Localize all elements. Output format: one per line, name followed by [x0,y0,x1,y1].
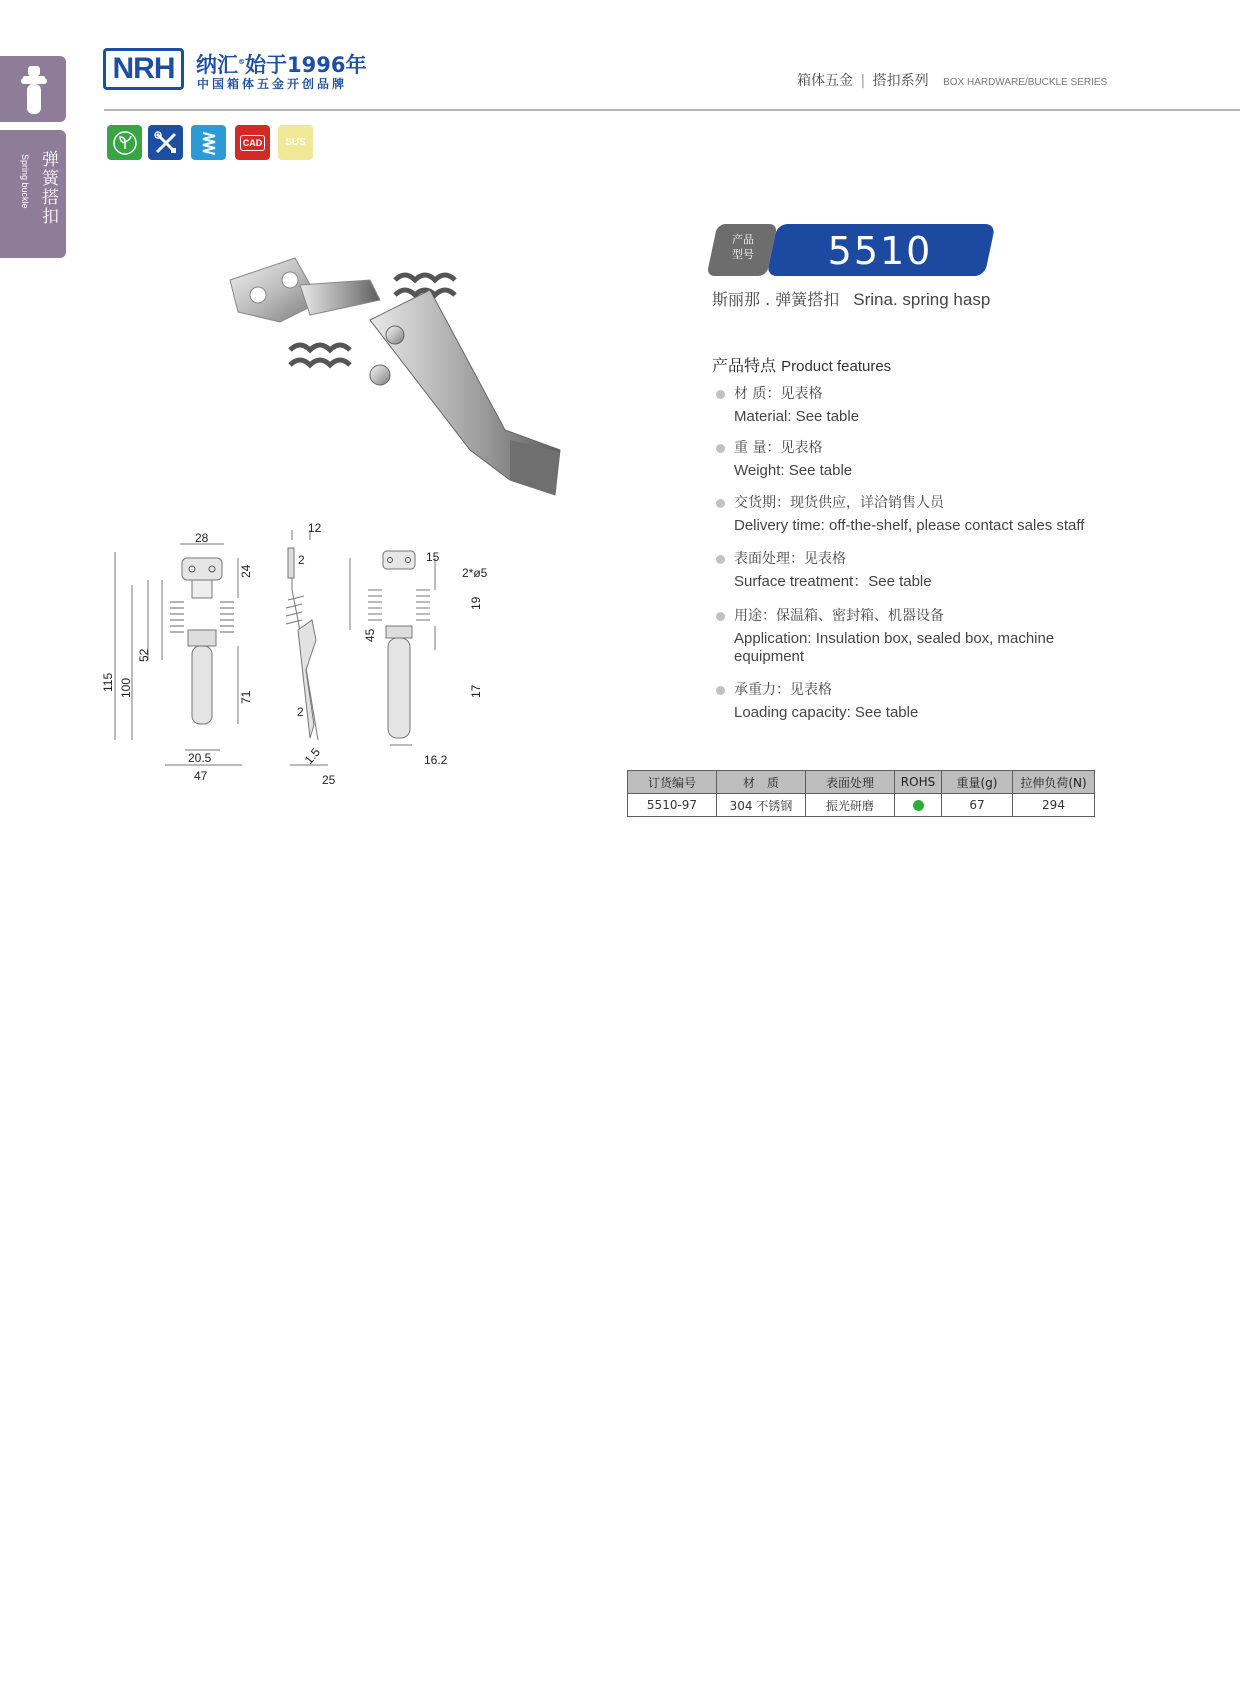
header-category-en: BOX HARDWARE/BUCKLE SERIES [943,77,1108,88]
col-header: 材 质 [717,771,806,794]
header-category-1: 箱体五金 [797,73,853,89]
dim-label: 20.5 [188,751,212,765]
header-separator: | [860,73,866,89]
side-tab-category[interactable] [0,130,66,258]
side-tab-label-cn: 弹簧搭扣 [38,150,58,226]
brand-logo: NRH [103,48,184,90]
dim-label: 1.5 [301,745,324,767]
brand-name: 纳汇 [196,53,238,77]
col-header: ROHS [895,771,942,794]
feature-item: 重 量：见表格 Weight: See table [716,438,1096,480]
col-header: 订货编号 [628,771,717,794]
dim-label: 100 [119,677,133,698]
eco-icon [107,125,142,160]
brand-subtitle: 中国箱体五金开创品牌 [197,77,348,91]
col-header: 拉伸负荷(N) [1013,771,1095,794]
side-tab-product-icon[interactable] [0,56,66,122]
cell-rohs [895,794,942,817]
side-tab-label-en: Spring buckle [20,154,30,209]
dim-label: 16.2 [424,753,448,767]
dim-label: 19 [469,596,483,610]
cell-load: 294 [1013,794,1095,817]
cell-surface: 振光研磨 [806,794,895,817]
rohs-compliant-icon [913,800,924,811]
model-number: 5510 [827,229,933,273]
cell-code: 5510-97 [628,794,717,817]
technical-drawing [100,521,520,800]
dim-label: 2 [297,705,304,719]
dim-label: 45 [363,628,377,642]
dim-label: 28 [195,531,209,545]
product-name-cn: 斯丽那 . 弹簧搭扣 [712,290,840,309]
brand-slogan: 始于1996年 [245,53,367,77]
spring-icon [191,125,226,160]
dim-label: 17 [469,684,483,698]
feature-item: 表面处理：见表格 Surface treatment：See table [716,549,1096,591]
col-header: 表面处理 [806,771,895,794]
dim-label: 12 [308,521,322,535]
sus-icon: SUS [278,125,313,160]
product-photo [220,240,620,530]
feature-item: 材 质：见表格 Material: See table [716,384,1096,426]
dim-label: 2 [298,553,305,567]
buckle-icon [0,56,66,122]
dim-label: 25 [322,773,336,787]
brand-title: 纳汇®始于1996年 [196,53,367,77]
dim-label: 47 [194,769,208,783]
dim-label: 52 [137,648,151,662]
spec-table-header [628,771,1095,794]
feature-item: 交货期：现货供应，详洽销售人员 Delivery time: off-the-shelf, please contact sales staff [716,493,1096,535]
model-badge-label: 产品 型号 [732,233,754,261]
cad-icon: CAD [235,125,270,160]
product-name-en: Srina. spring hasp [853,290,991,309]
features-title: 产品特点 Product features [712,356,892,375]
spec-table [627,770,1095,817]
header-category-2: 搭扣系列 [872,73,929,89]
col-header: 重量(g) [942,771,1013,794]
dim-label: 15 [426,550,440,564]
feature-item: 承重力：见表格 Loading capacity: See table [716,680,1096,722]
cell-material: 304 不锈钢 [717,794,806,817]
dim-label: 2*ø5 [462,566,488,580]
tools-icon [148,125,183,160]
table-row [628,794,1095,817]
cell-weight: 67 [942,794,1013,817]
dim-label: 24 [239,564,253,578]
product-name [712,287,990,310]
dim-label: 115 [101,672,115,692]
header-category [797,70,1107,90]
header-divider [104,109,1240,111]
dim-label: 71 [239,690,253,704]
feature-item: 用途：保温箱、密封箱、机器设备 Application: Insulation box, sealed box, machine equipment [716,606,1096,666]
